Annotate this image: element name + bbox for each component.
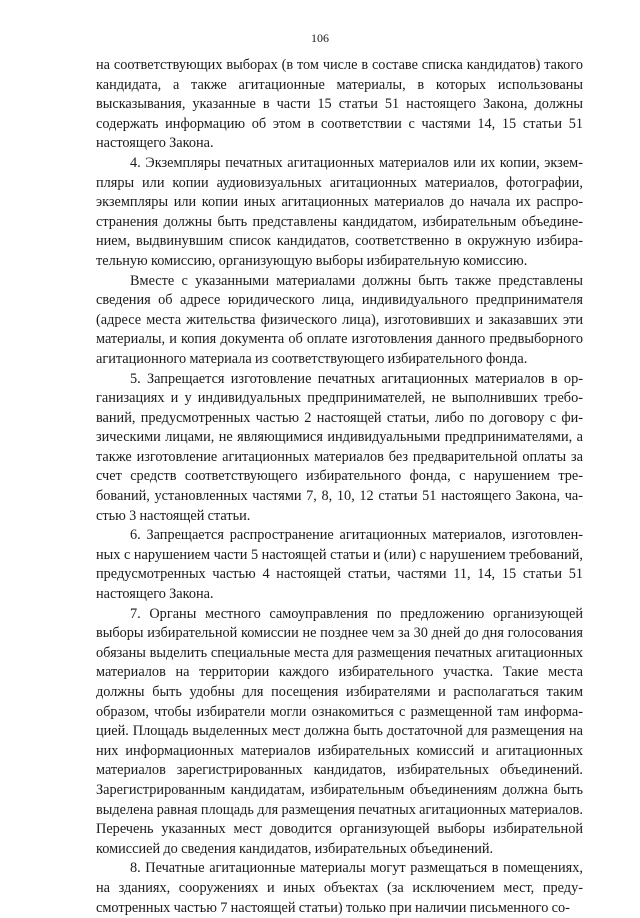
- document-body: [96, 56, 583, 918]
- page-number: 106: [311, 31, 329, 45]
- paragraph-item-8: 8. Печатные агитационные материалы могут размещаться в помещениях, на зданиях, сооружениях и иных объектах (за исключением мест, предусмотренных частью 7 настоящей статьи) только при наличии письменного со-: [96, 860, 583, 916]
- paragraph-item-4-continued: Вместе с указанными материалами должны быть также представлены сведения об адресе юридического лица, индивидуального предпринимателя (адресе места жительства физического лица), изготовивших и заказавших эти материалы, и копия документа об оплате изготовления данного предвыборного агитационного материала из соответствующего избирательного фонда.: [96, 272, 583, 367]
- paragraph-continuation: на соответствующих выборах (в том числе в составе списка кандидатов) такого кандидата, а также агитационные материалы, в которых использованы высказывания, указанные в части 15 статьи 51 настоящего Закона, должны содержать информацию об этом в соответствии с частями 14, 15 статьи 51 настоящего Закона.: [96, 57, 583, 152]
- paragraph-item-7: 7. Органы местного самоуправления по предложению организующей выборы избирательной комиссии не позднее чем за 30 дней до дня голосования обязаны выделить специальные места для размещения печатных агитационных материалов на территории каждого избирательного участка. Такие места должны быть удобны для посещения избирателями и располагаться таким образом, чтобы избиратели могли ознакомиться с размещенной там информацией. Площадь выделенных мест должна быть достаточной для размещения на них информационных материалов избирательных комиссий и агитационных материалов зарегистрированных кандидатов, избирательных объединений. Зарегистрированным кандидатам, избирательным объединениям должна быть выделена равная площадь для размещения печатных агитационных материалов. Перечень указанных мест доводится организующей выборы избирательной комиссией до сведения кандидатов, избирательных объединений.: [96, 605, 583, 857]
- paragraph-item-4: 4. Экземпляры печатных агитационных материалов или их копии, экземпляры или копии аудиовизуальных агитационных материалов, фотографии, экземпляры или копии иных агитационных материалов до начала их распространения должны быть представлены кандидатом, избирательным объединением, выдвинувшим список кандидатов, соответственно в окружную избирательную комиссию, организующую выборы избирательную комиссию.: [96, 154, 583, 269]
- paragraph-item-5: 5. Запрещается изготовление печатных агитационных материалов в организациях и у индивидуальных предпринимателей, не выполнивших требований, предусмотренных частью 2 настоящей статьи, либо по договору с физическими лицами, не являющимися индивидуальными предпринимателями, а также изготовление агитационных материалов без предварительной оплаты за счет средств соответствующего избирательного фонда, с нарушением требований, установленных частями 7, 8, 10, 12 статьи 51 настоящего Закона, частью 3 настоящей статьи.: [96, 370, 583, 524]
- paragraph-item-6: 6. Запрещается распространение агитационных материалов, изготовленных с нарушением части 5 настоящей статьи и (или) с нарушением требований, предусмотренных частью 4 настоящей статьи, частями 11, 14, 15 статьи 51 настоящего Закона.: [96, 527, 583, 603]
